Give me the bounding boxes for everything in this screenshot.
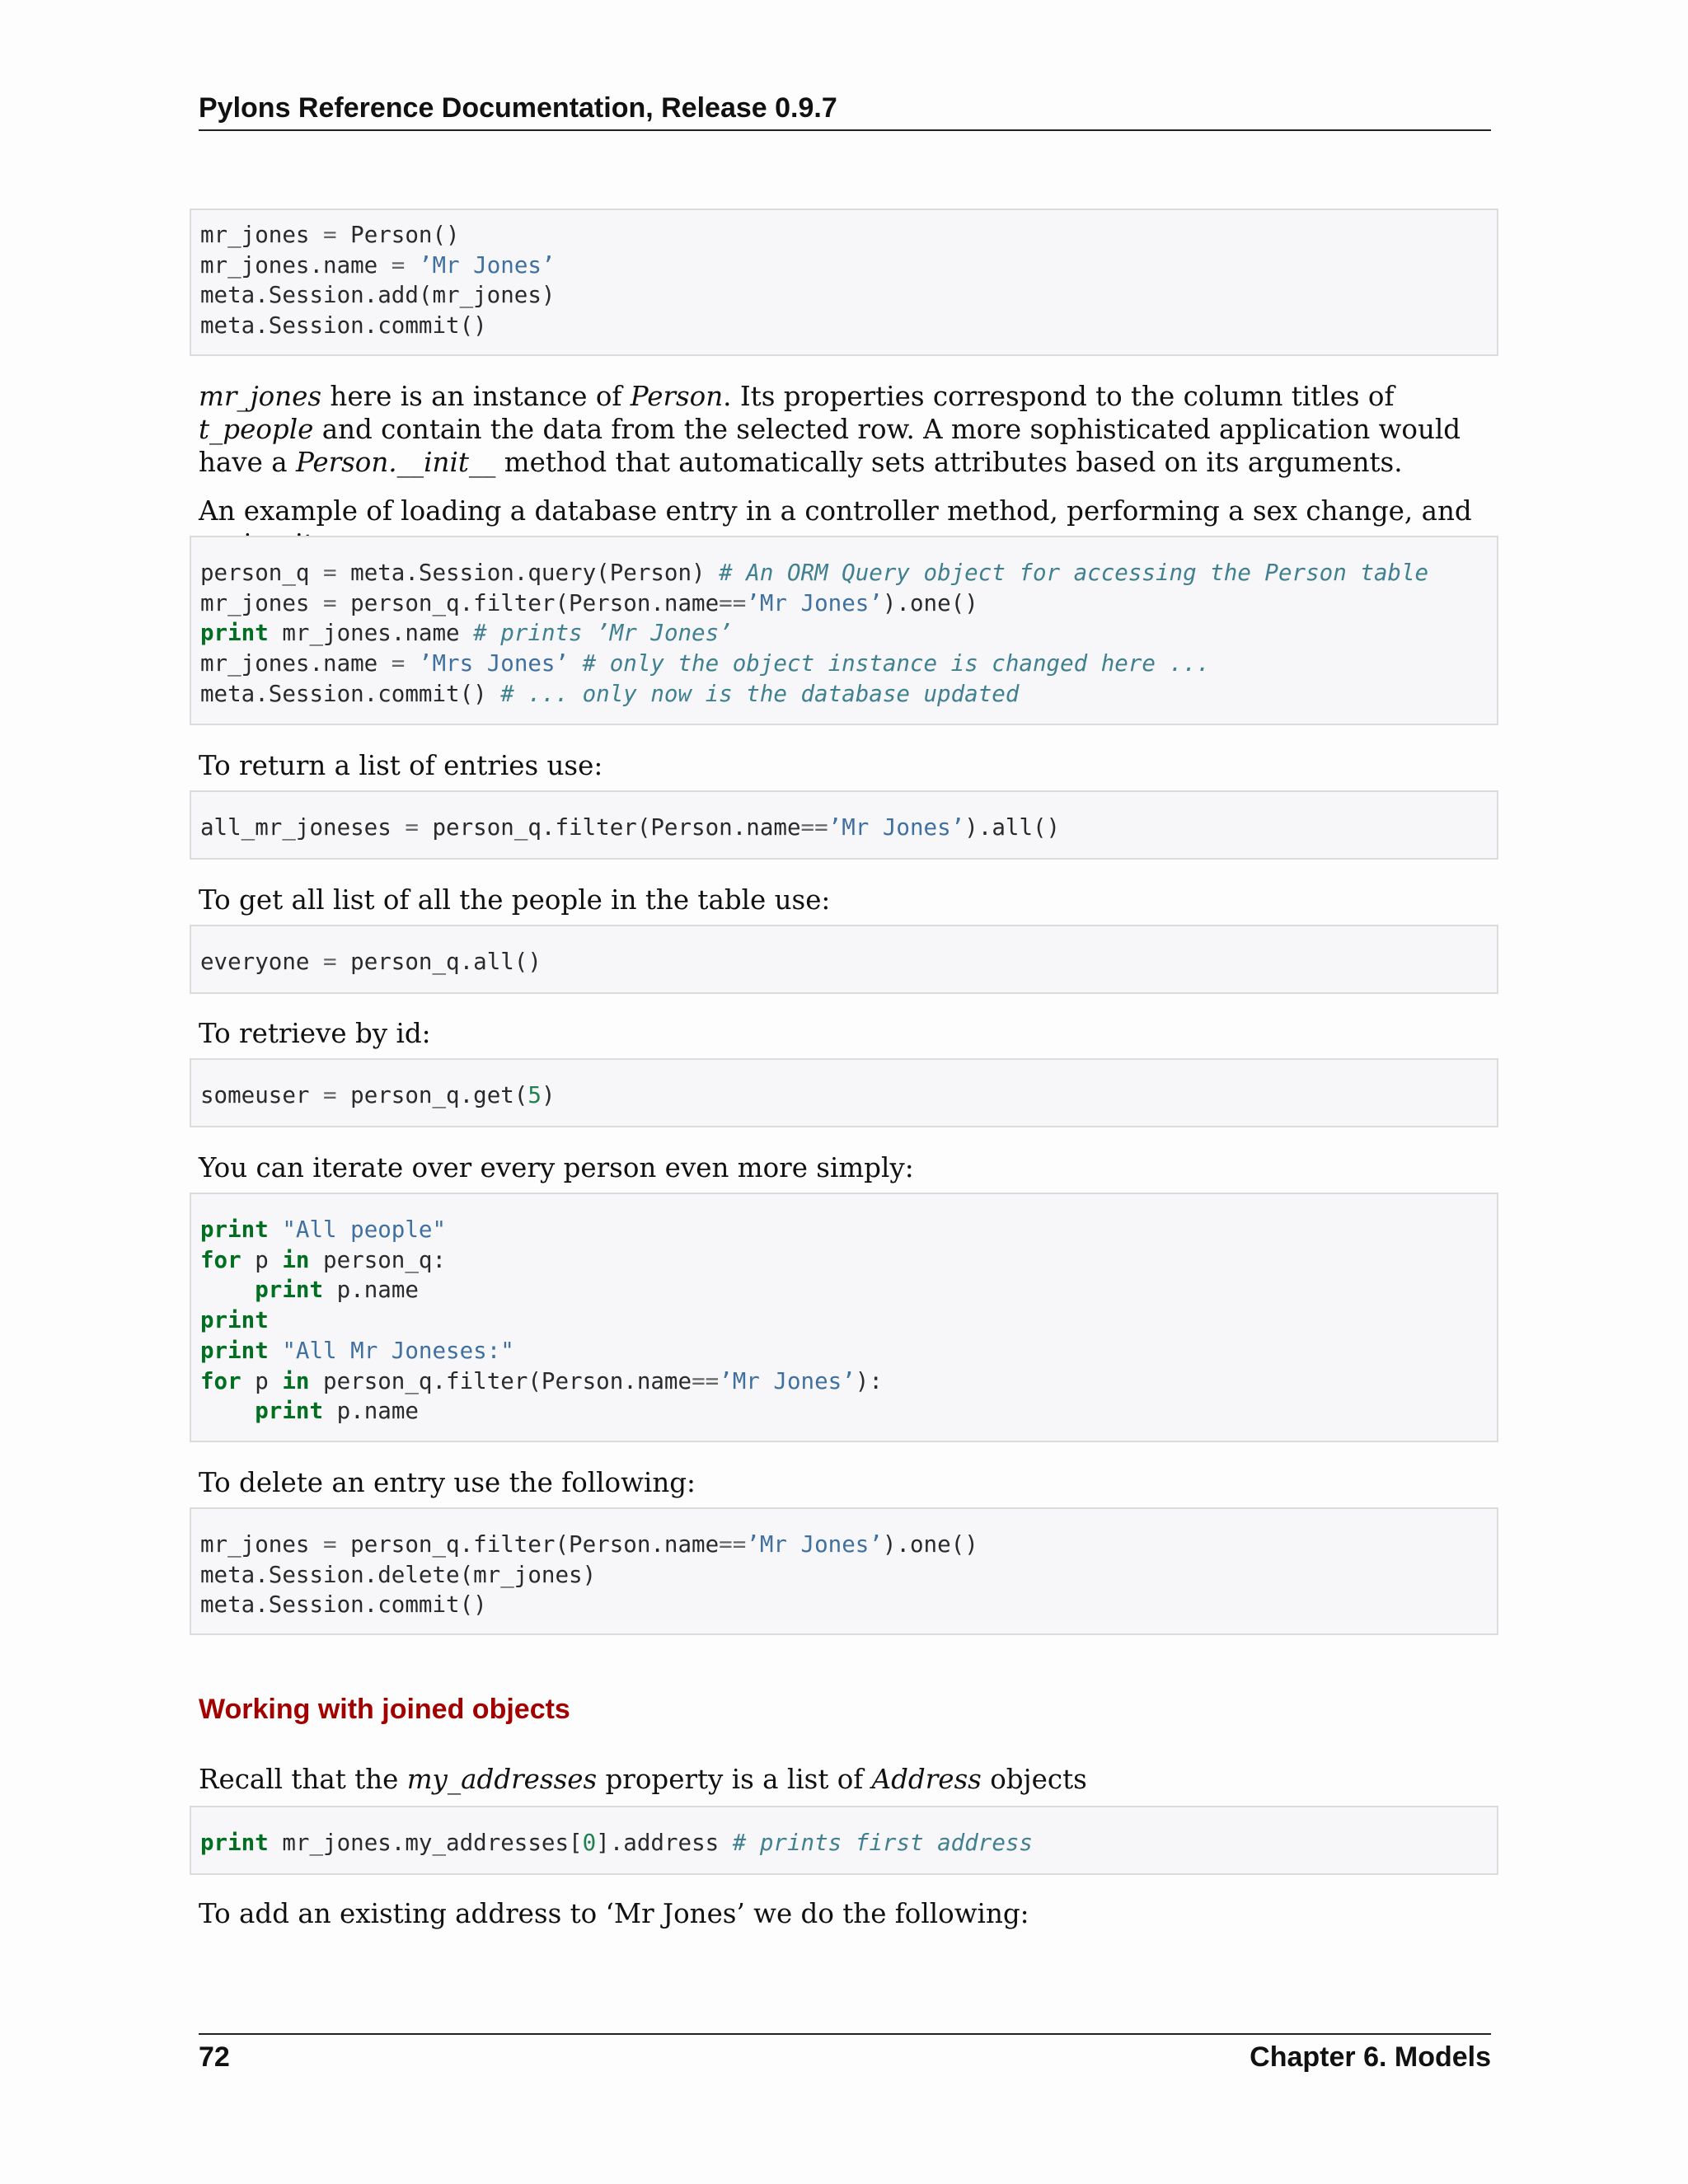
- paragraph-retrieve: To retrieve by id:: [199, 1018, 431, 1049]
- paragraph-recall: Recall that the my_addresses property is a list of Address objects: [199, 1764, 1087, 1795]
- paragraph-delete: To delete an entry use the following:: [199, 1467, 696, 1498]
- paragraph-all-people: To get all list of all the people in the table use:: [199, 884, 831, 916]
- paragraph-instance: mr_jones here is an instance of Person. Its properties correspond to the column titles of t_people and contain the data from the selected row. A more sophisticated application would have a Person.__init__ method that automatically sets attributes based on its arguments.: [199, 381, 1461, 478]
- code-block-create: [190, 209, 1498, 356]
- code-text: someuser = person_q.get(5): [200, 1082, 556, 1108]
- code-block-delete: [190, 1507, 1498, 1635]
- header-rule: [199, 129, 1491, 131]
- code-text: mr_jones = Person() mr_jones.name = ’Mr Jones’ meta.Session.add(mr_jones) meta.Session.commit(): [200, 222, 556, 340]
- paragraph-example: An example of loading a database entry in a controller method, performing a sex change, and: [199, 495, 1472, 527]
- footer-rule: [199, 2033, 1491, 2035]
- code-text: print mr_jones.my_addresses[0].address # prints first address: [200, 1830, 1033, 1856]
- page-number: 72: [199, 2041, 230, 2073]
- section-heading: Working with joined objects: [199, 1694, 570, 1725]
- paragraph-list: To return a list of entries use:: [199, 750, 603, 781]
- code-block-addresses: [190, 1806, 1498, 1875]
- code-text: print "All people" for p in person_q: print p.name print print "All Mr Joneses:" for p in person_q.filter(Person.name==’Mr Jones’): print p.name: [200, 1216, 883, 1425]
- running-header: Pylons Reference Documentation, Release 0.9.7: [199, 92, 837, 124]
- chapter-title: Chapter 6. Models: [1250, 2041, 1491, 2073]
- code-block-all-joneses: [190, 790, 1498, 860]
- code-block-iterate: [190, 1193, 1498, 1442]
- code-block-query: [190, 536, 1498, 725]
- code-text: everyone = person_q.all(): [200, 949, 542, 975]
- code-text: mr_jones = person_q.filter(Person.name==’Mr Jones’).one() meta.Session.delete(mr_jones) meta.Session.commit(): [200, 1531, 978, 1619]
- code-text: person_q = meta.Session.query(Person) # An ORM Query object for accessing the Person table mr_jones = person_q.filter(Person.name==’Mr Jones’).one() print mr_jones.name # prints ’Mr Jones’ mr_jones.name = ’Mrs Jones’ # only the object instance is changed here ... meta.Session.commit() # ... only now is the database updated: [200, 560, 1429, 707]
- paragraph-add-address: To add an existing address to ‘Mr Jones’ we do the following:: [199, 1898, 1029, 1929]
- code-text: all_mr_joneses = person_q.filter(Person.name==’Mr Jones’).all(): [200, 814, 1061, 841]
- paragraph-iterate: You can iterate over every person even more simply:: [199, 1152, 914, 1183]
- code-block-everyone: [190, 925, 1498, 994]
- code-block-get-by-id: [190, 1058, 1498, 1127]
